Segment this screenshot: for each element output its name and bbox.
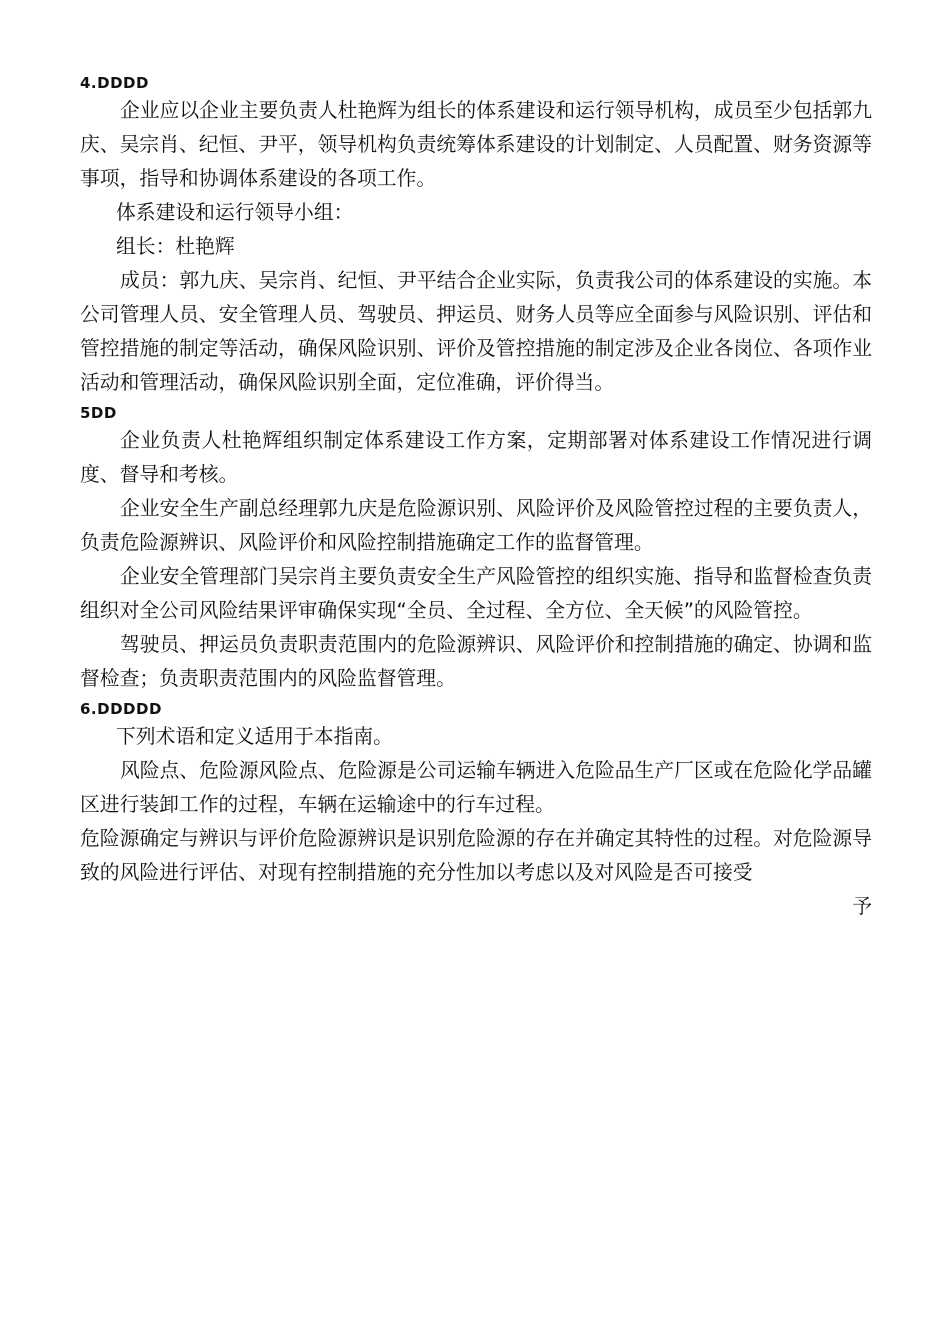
paragraph: 体系建设和运行领导小组： xyxy=(116,201,354,224)
paragraph: 企业负责人杜艳辉组织制定体系建设工作方案，定期部署对体系建设工作情况进行调度、督导和考核。 xyxy=(80,429,872,486)
paragraph-continuation: 予 xyxy=(852,895,872,918)
section-heading: 6.DDDDD xyxy=(80,700,162,718)
paragraph: 下列术语和定义适用于本指南。 xyxy=(116,725,393,748)
paragraph: 风险点、危险源风险点、危险源是公司运输车辆进入危险品生产厂区或在危险化学品罐区进行装卸工作的过程，车辆在运输途中的行车过程。 xyxy=(80,759,872,816)
paragraph: 驾驶员、押运员负责职责范围内的危险源辨识、风险评价和控制措施的确定、协调和监督检查；负责职责范围内的风险监督管理。 xyxy=(80,633,872,690)
paragraph: 危险源确定与辨识与评价危险源辨识是识别危险源的存在并确定其特性的过程。对危险源导致的风险进行评估、对现有控制措施的充分性加以考虑以及对风险是否可接受 xyxy=(80,827,872,884)
section-heading: 4.DDDD xyxy=(80,74,149,92)
document-page xyxy=(80,72,872,924)
paragraph: 企业安全生产副总经理郭九庆是危险源识别、风险评价及风险管控过程的主要负责人，负责危险源辨识、风险评价和风险控制措施确定工作的监督管理。 xyxy=(80,497,872,554)
paragraph: 企业安全管理部门吴宗肖主要负责安全生产风险管控的组织实施、指导和监督检查负责组织对全公司风险结果评审确保实现“全员、全过程、全方位、全天候”的风险管控。 xyxy=(80,565,872,622)
paragraph: 成员：郭九庆、吴宗肖、纪恒、尹平结合企业实际，负责我公司的体系建设的实施。本公司管理人员、安全管理人员、驾驶员、押运员、财务人员等应全面参与风险识别、评估和管控措施的制定等活动，确保风险识别、评价及管控措施的制定涉及企业各岗位、各项作业活动和管理活动，确保风险识别全面，定位准确，评价得当。 xyxy=(80,269,872,394)
paragraph: 企业应以企业主要负责人杜艳辉为组长的体系建设和运行领导机构，成员至少包括郭九庆、吴宗肖、纪恒、尹平，领导机构负责统筹体系建设的计划制定、人员配置、财务资源等事项，指导和协调体系建设的各项工作。 xyxy=(80,99,872,190)
paragraph: 组长：杜艳辉 xyxy=(116,235,235,258)
section-heading: 5DD xyxy=(80,404,117,422)
